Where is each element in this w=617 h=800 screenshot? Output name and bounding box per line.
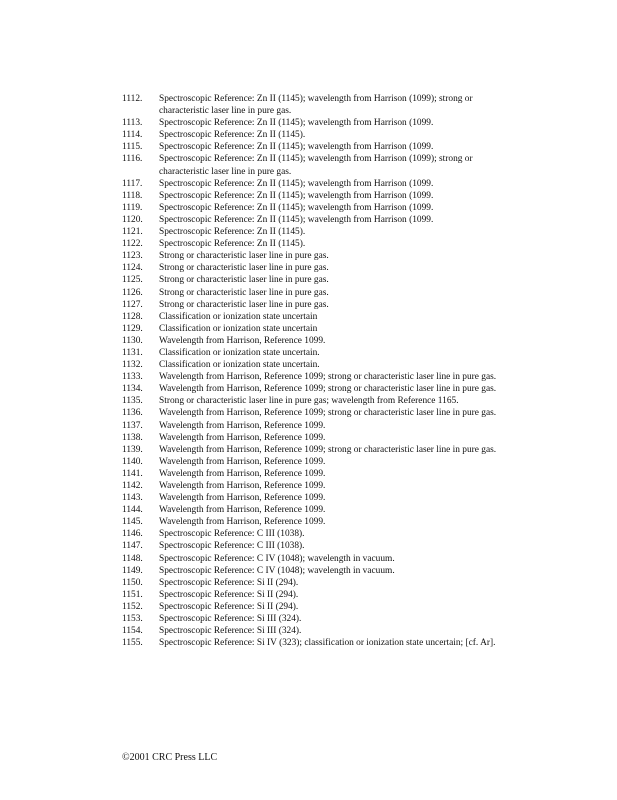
note-item [122,528,512,540]
note-number: 1114. [122,130,143,141]
note-number: 1122. [122,239,143,250]
note-text: Wavelength from Harrison, Reference 1099. [159,456,326,467]
note-text: Wavelength from Harrison, Reference 1099. [159,505,326,516]
note-number: 1125. [122,275,143,286]
note-item [122,202,512,214]
note-item [122,335,512,347]
note-number: 1139. [122,444,143,455]
note-text: Strong or characteristic laser line in pure gas. [159,287,329,298]
note-text: Strong or characteristic laser line in pure gas. [159,251,329,262]
note-text: Spectroscopic Reference: Si II (294). [159,577,299,588]
note-item [122,262,512,274]
note-number: 1113. [122,118,143,129]
note-number: 1147. [122,541,143,552]
note-number: 1150. [122,577,143,588]
note-number: 1134. [122,384,143,395]
note-item [122,540,512,552]
note-text: Spectroscopic Reference: C III (1038). [159,529,305,540]
note-number: 1124. [122,263,143,274]
note-item [122,468,512,480]
note-text: Spectroscopic Reference: Zn II (1145). [159,130,306,141]
note-number: 1152. [122,601,143,612]
note-text: Wavelength from Harrison, Reference 1099; strong or characteristic laser line in pure gas. [159,384,497,395]
note-text: Wavelength from Harrison, Reference 1099. [159,335,326,346]
note-item [122,504,512,516]
note-number: 1141. [122,468,143,479]
note-number: 1116. [122,154,143,165]
note-text: Strong or characteristic laser line in pure gas. [159,275,329,286]
note-text: Spectroscopic Reference: Zn II (1145). [159,227,306,238]
note-text: Wavelength from Harrison, Reference 1099; strong or characteristic laser line in pure gas. [159,444,497,455]
note-text: Classification or ionization state uncertain. [159,360,320,371]
note-text: Strong or characteristic laser line in pure gas. [159,263,329,274]
note-number: 1120. [122,214,143,225]
note-number: 1153. [122,614,143,625]
note-text: Spectroscopic Reference: Zn II (1145); wavelength from Harrison (1099. [159,214,434,225]
note-item [122,565,512,577]
note-number: 1118. [122,190,143,201]
note-number: 1155. [122,638,143,649]
note-number: 1121. [122,227,143,238]
note-item [122,589,512,601]
note-text: Classification or ionization state uncertain [159,323,318,334]
copyright-footer: ©2001 CRC Press LLC [122,752,218,763]
note-text: Wavelength from Harrison, Reference 1099. [159,432,326,443]
note-item [122,287,512,299]
note-number: 1129. [122,323,143,334]
note-item [122,444,512,456]
note-text: Strong or characteristic laser line in pure gas; wavelength from Reference 1165. [159,396,459,407]
note-number: 1135. [122,396,143,407]
note-text: Strong or characteristic laser line in pure gas. [159,299,329,310]
note-text: Wavelength from Harrison, Reference 1099. [159,517,326,528]
note-number: 1138. [122,432,143,443]
note-text: Spectroscopic Reference: C III (1038). [159,541,305,552]
note-item [122,371,512,383]
note-text: Spectroscopic Reference: C IV (1048); wavelength in vacuum. [159,565,395,576]
note-item [122,178,512,190]
note-number: 1142. [122,481,143,491]
note-text: Spectroscopic Reference: Si III (324). [159,626,302,637]
note-number: 1131. [122,347,143,358]
note-text: Spectroscopic Reference: Zn II (1145); wavelength from Harrison (1099. [159,142,434,153]
note-text: Spectroscopic Reference: Zn II (1145); wavelength from Harrison (1099); strong or characteristic laser line in pure gas. [159,154,473,177]
note-text: Wavelength from Harrison, Reference 1099. [159,481,326,491]
note-text: Spectroscopic Reference: Si II (294). [159,601,299,612]
note-item [122,383,512,395]
note-number: 1137. [122,420,143,431]
note-item [122,432,512,444]
note-item [122,153,512,177]
note-text: Spectroscopic Reference: Zn II (1145); wavelength from Harrison (1099. [159,190,434,201]
note-number: 1130. [122,335,143,346]
note-text: Classification or ionization state uncertain [159,311,318,322]
note-text: Wavelength from Harrison, Reference 1099. [159,420,326,431]
note-number: 1149. [122,565,143,576]
note-number: 1112. [122,94,143,104]
note-number: 1148. [122,553,143,564]
note-text: Wavelength from Harrison, Reference 1099. [159,493,326,504]
note-item [122,190,512,202]
note-item [122,93,512,117]
note-number: 1136. [122,408,143,419]
note-text: Spectroscopic Reference: Si IV (323); classification or ionization state uncertain; [cf. Ar]. [159,638,496,649]
note-text: Wavelength from Harrison, Reference 1099. [159,468,326,479]
note-item [122,553,512,565]
note-item [122,516,512,528]
note-item [122,637,512,649]
note-number: 1128. [122,311,143,322]
note-text: Spectroscopic Reference: Zn II (1145). [159,239,306,250]
note-item [122,299,512,311]
note-number: 1123. [122,251,143,262]
notes-list [122,93,512,649]
note-number: 1127. [122,299,143,310]
note-number: 1146. [122,529,143,540]
note-item [122,456,512,468]
note-item [122,613,512,625]
note-item [122,238,512,250]
note-number: 1132. [122,360,143,371]
note-item [122,480,512,492]
note-item [122,214,512,226]
note-text: Spectroscopic Reference: Zn II (1145); wavelength from Harrison (1099. [159,202,434,213]
note-number: 1126. [122,287,143,298]
note-text: Wavelength from Harrison, Reference 1099; strong or characteristic laser line in pure gas. [159,372,497,383]
note-item [122,420,512,432]
note-item [122,311,512,323]
note-text: Spectroscopic Reference: Zn II (1145); wavelength from Harrison (1099. [159,178,434,189]
note-number: 1151. [122,589,143,600]
note-number: 1154. [122,626,143,637]
note-number: 1143. [122,493,143,504]
note-text: Spectroscopic Reference: Zn II (1145); wavelength from Harrison (1099. [159,118,434,129]
note-number: 1115. [122,142,143,153]
note-item [122,323,512,335]
note-text: Spectroscopic Reference: Si III (324). [159,614,302,625]
note-text: Spectroscopic Reference: Zn II (1145); wavelength from Harrison (1099); strong or characteristic laser line in pure gas. [159,94,473,117]
note-item [122,407,512,419]
note-number: 1117. [122,178,143,189]
note-number: 1133. [122,372,143,383]
note-item [122,601,512,613]
note-text: Classification or ionization state uncertain. [159,347,320,358]
note-number: 1145. [122,517,143,528]
note-text: Spectroscopic Reference: C IV (1048); wavelength in vacuum. [159,553,395,564]
note-item [122,577,512,589]
note-item [122,347,512,359]
note-item [122,274,512,286]
note-item [122,395,512,407]
note-item [122,625,512,637]
note-item [122,250,512,262]
note-item [122,359,512,371]
note-item [122,129,512,141]
note-number: 1140. [122,456,143,467]
note-number: 1119. [122,202,143,213]
note-number: 1144. [122,505,143,516]
note-item [122,117,512,129]
note-item [122,226,512,238]
note-text: Wavelength from Harrison, Reference 1099; strong or characteristic laser line in pure gas. [159,408,497,419]
note-item [122,492,512,504]
note-text: Spectroscopic Reference: Si II (294). [159,589,299,600]
note-item [122,141,512,153]
